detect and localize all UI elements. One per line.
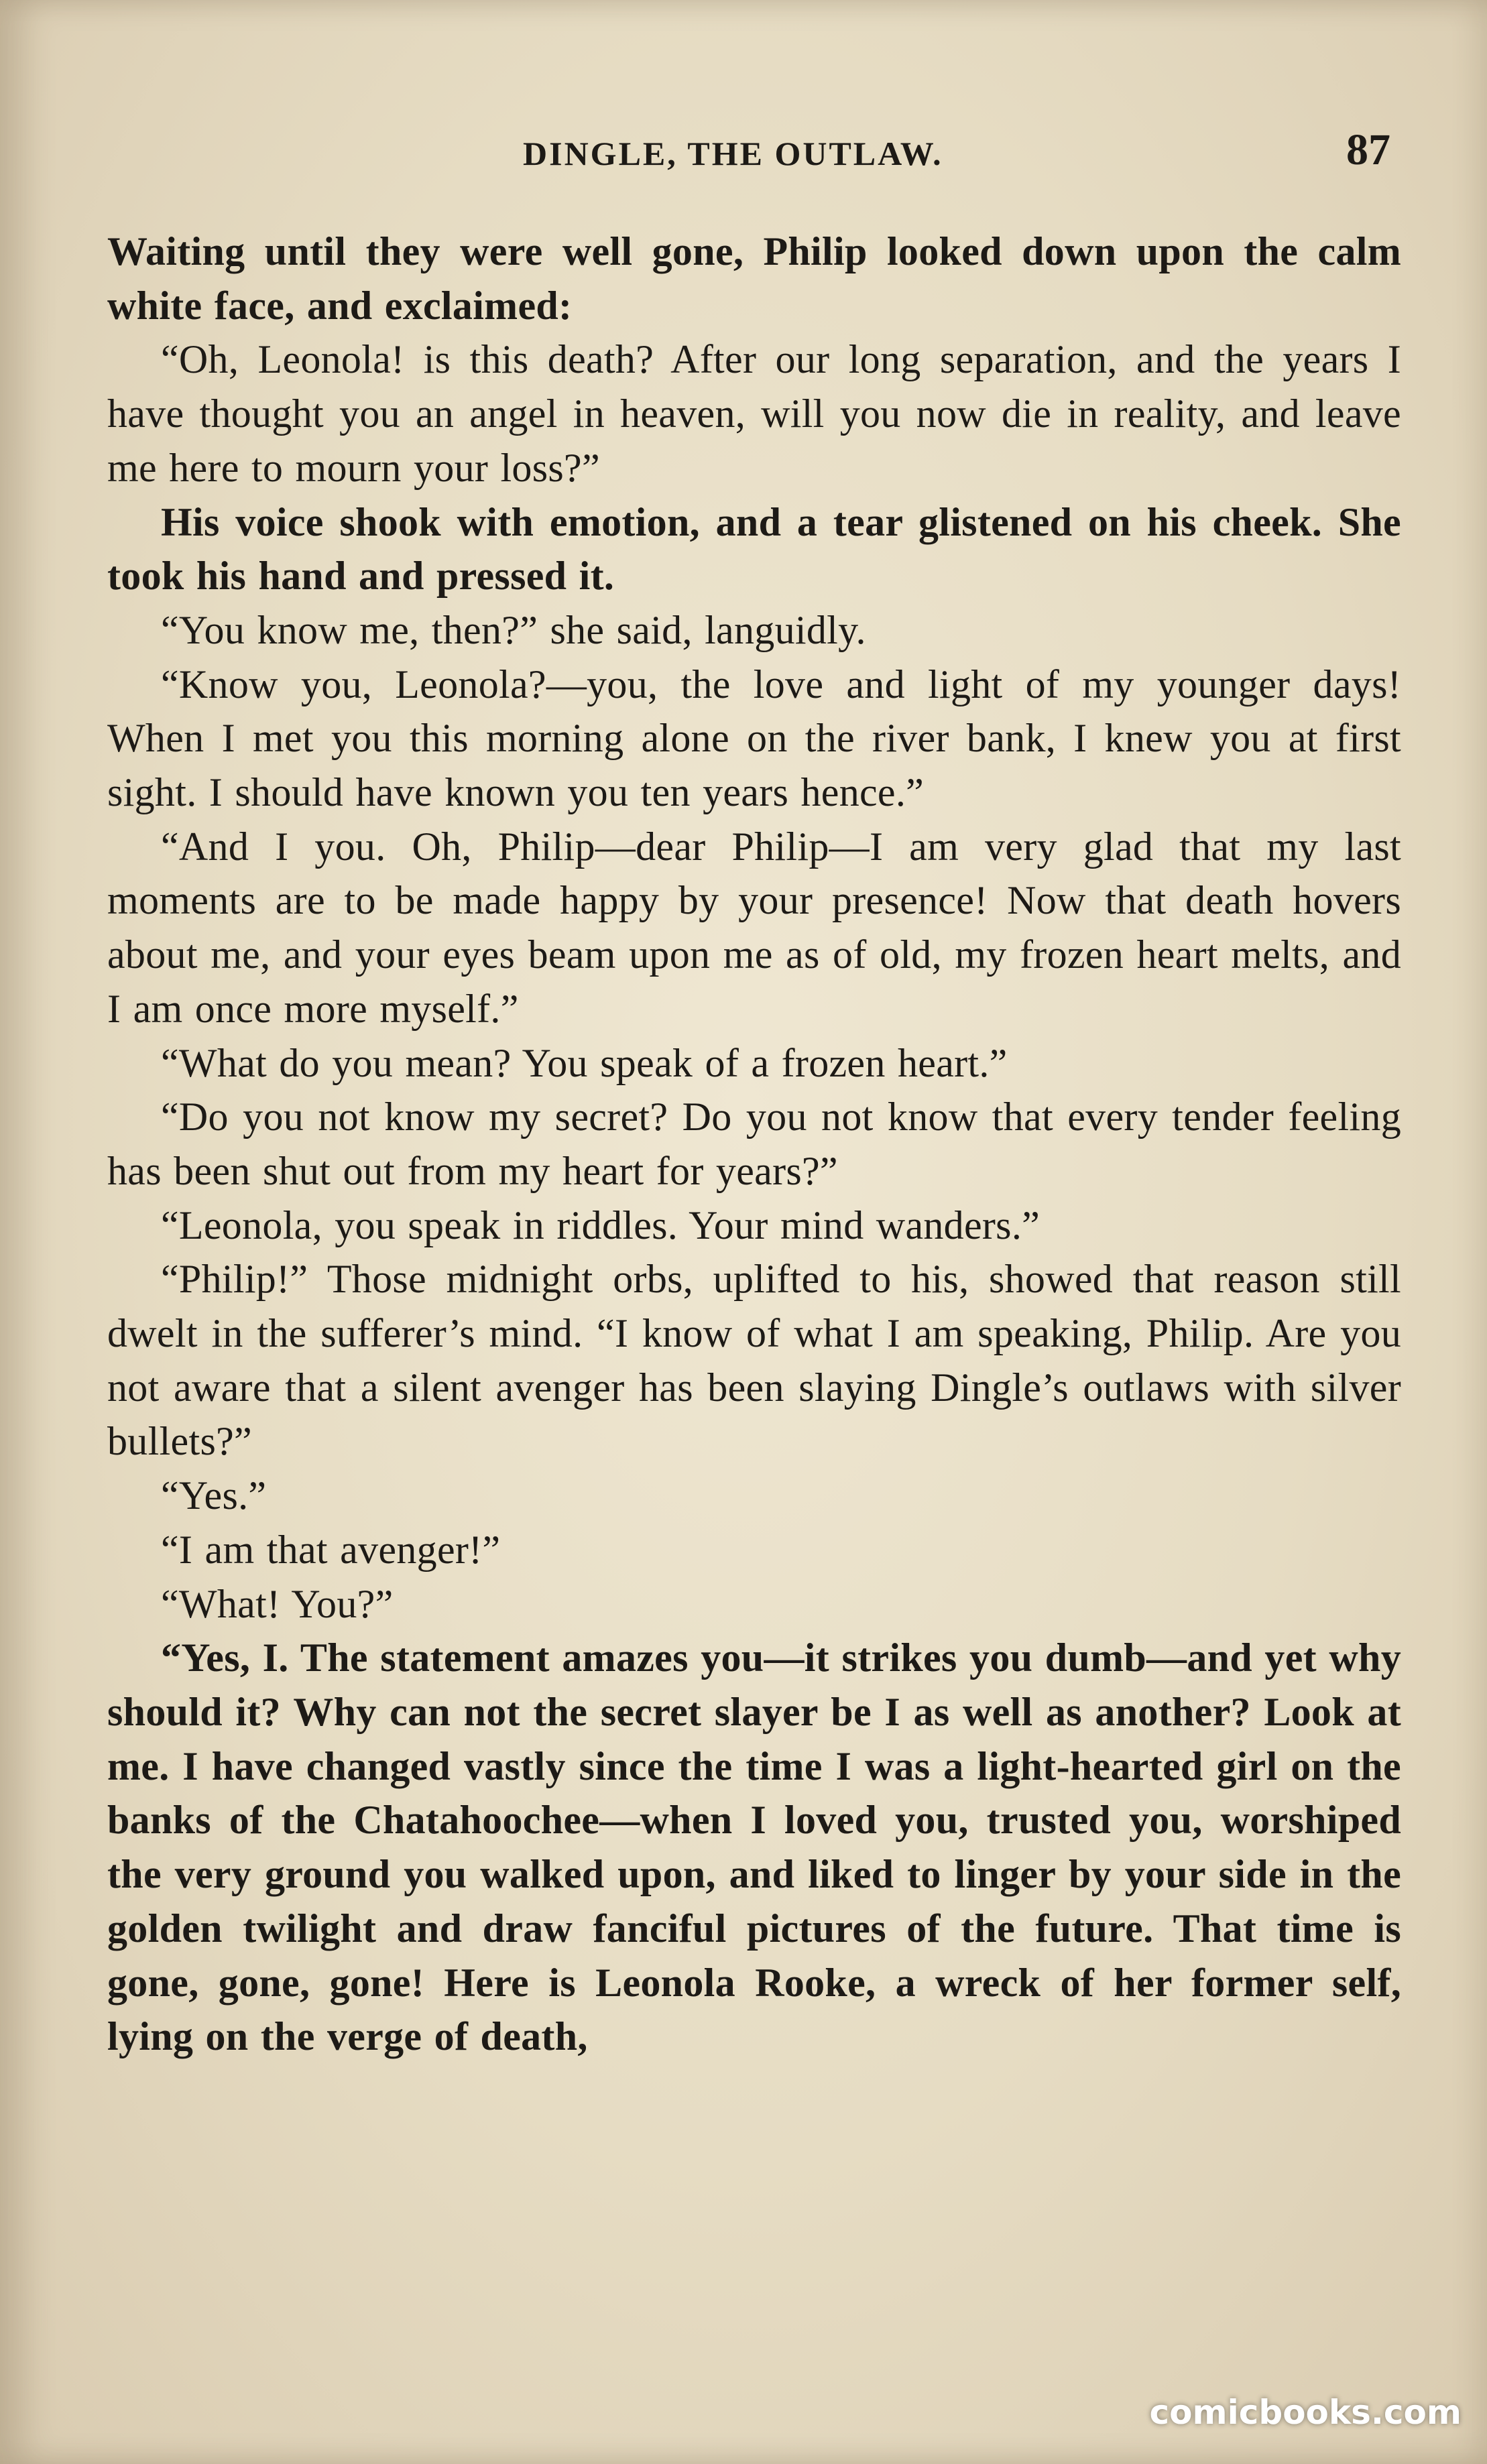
paragraph: “Philip!” Those midnight orbs, uplifted to his, showed that reason still dwelt in the sufferer’s mind. “I know of what I am speaking, Philip. Are you not aware that a silent avenger has been slaying Dingle’s outlaws with silver bullets?” bbox=[107, 1257, 1401, 1464]
running-title: DINGLE, THE OUTLAW. bbox=[523, 135, 943, 172]
paragraph: “Oh, Leonola! is this death? After our long separation, and the years I have thought you an angel in heaven, will you now die in reality, and leave me here to mourn your loss?” bbox=[107, 337, 1401, 490]
running-head bbox=[0, 114, 1487, 174]
paragraph: “And I you. Oh, Philip—dear Philip—I am very glad that my last moments are to be made happy by your presence! Now that death hovers about me, and your eyes beam upon me as of old, my frozen heart melts, and I am once more myself.” bbox=[107, 824, 1401, 1031]
paragraph: “You know me, then?” she said, languidly. bbox=[161, 607, 866, 652]
paragraph: “I am that avenger!” bbox=[161, 1527, 501, 1572]
body-text bbox=[107, 225, 1401, 2390]
paragraph: “Do you not know my secret? Do you not know that every tender feeling has been shut out from my heart for years?” bbox=[107, 1095, 1401, 1193]
paragraph: Waiting until they were well gone, Philip looked down upon the calm white face, and exclaimed: bbox=[107, 229, 1401, 328]
paragraph: “Leonola, you speak in riddles. Your mind wanders.” bbox=[161, 1203, 1040, 1247]
paragraph: “What do you mean? You speak of a frozen heart.” bbox=[161, 1040, 1008, 1085]
paragraph: “Know you, Leonola?—you, the love and light of my younger days! When I met you this morning alone on the river bank, I knew you at first sight. I should have known you ten years hence.” bbox=[107, 662, 1401, 815]
paragraph: “Yes, I. The statement amazes you—it strikes you dumb—and yet why should it? Why can not the secret slayer be I as well as another? Look at me. I have changed vastly since the time I was a light-hearted girl on the banks of the Chatahoochee—when I loved you, trusted you, worshiped the very ground you walked upon, and liked to linger by your side in the golden twilight and draw fanciful pictures of the future. That time is gone, gone, gone! Here is Leonola Rooke, a wreck of her former self, lying on the verge of death, bbox=[107, 1636, 1401, 2059]
page-number: 87 bbox=[1346, 125, 1390, 174]
paragraph: “Yes.” bbox=[161, 1473, 267, 1518]
paragraph: His voice shook with emotion, and a tear glistened on his cheek. She took his hand and pressed it. bbox=[107, 499, 1401, 599]
paragraph: “What! You?” bbox=[161, 1581, 394, 1626]
watermark-text: comicbooks.com bbox=[1149, 2393, 1462, 2432]
